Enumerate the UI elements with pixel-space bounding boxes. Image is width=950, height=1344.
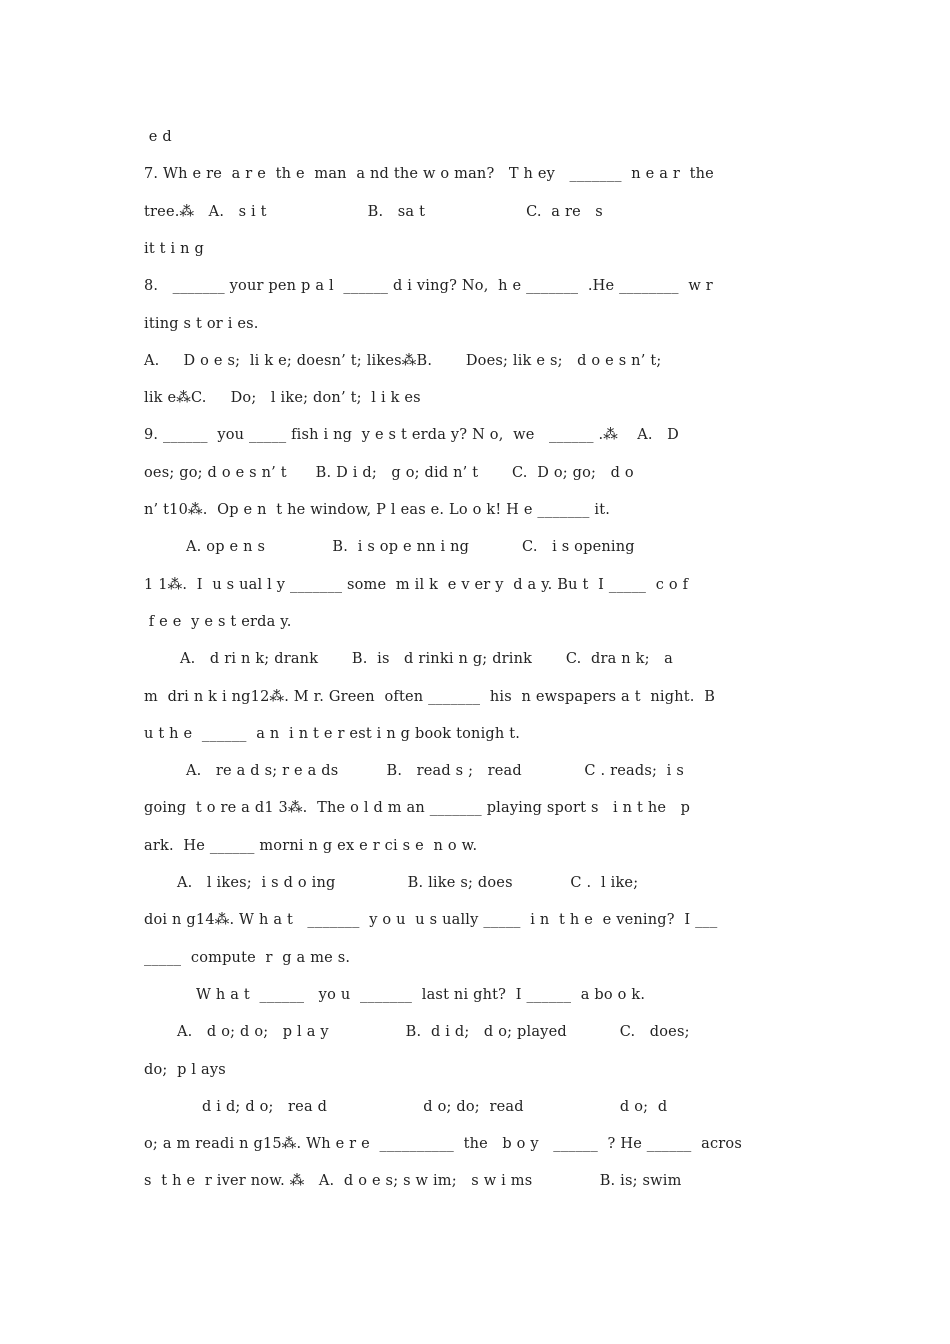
text-line: A. l ikes; i s d o ing B. like s; does C . l ike; <box>177 875 639 891</box>
text-line: A. re a d s; r e a ds B. read s ; read C . reads; i s <box>186 763 684 780</box>
text-line: A. op e n s B. i s op e nn i ng C. i s opening <box>186 539 635 556</box>
text-line: A. D o e s; li k e; doesn’ t; likes⁂B. Does; lik e s; d o e s n’ t; <box>144 352 662 369</box>
text-line: s t h e r iver now. ⁂ A. d o e s; s w im; s w i ms B. is; swim <box>144 1173 682 1190</box>
text-line: it t i n g <box>144 240 204 257</box>
text-line: do; p l ays <box>144 1061 226 1078</box>
text-line: going t o re a d1 3⁂. The o l d m an _______ playing sport s i n t he p <box>144 800 691 817</box>
text-line: 9. ______ you _____ fish i ng y e s t erda y? N o, we ______ .⁂ A. D <box>144 427 679 444</box>
text-line: u t h e ______ a n i n t e r est i n g book tonigh t. <box>144 725 521 742</box>
text-line: e d <box>144 129 172 145</box>
text-line: A. d o; d o; p l a y B. d i d; d o; played C. does; <box>177 1024 690 1041</box>
text-line: 8. _______ your pen p a l ______ d i ving? No, h e _______ .He ________ w r <box>144 278 713 295</box>
text-line: m dri n k i ng12⁂. M r. Green often _______ his n ewspapers a t night. B <box>144 688 716 705</box>
text-line: ark. He ______ morni n g ex e r ci s e n o w. <box>144 837 478 854</box>
text-line: d i d; d o; rea d d o; do; read d o; d <box>202 1098 668 1115</box>
text-line: f e e y e s t erda y. <box>144 613 292 630</box>
text-line: iting s t or i es. <box>144 315 259 332</box>
text-line: doi n g14⁂. W h a t _______ y o u u s ually _____ i n t h e e vening? I ___ <box>144 912 718 929</box>
text-line: 7. Wh e re a r e th e man a nd the w o man? T h ey _______ n e a r the <box>144 166 714 183</box>
text-line: _____ compute r g a me s. <box>144 949 351 966</box>
text-line: oes; go; d o e s n’ t B. D i d; g o; did n’ t C. D o; go; d o <box>144 464 634 481</box>
text-line: lik e⁂C. Do; l ike; don’ t; l i k es <box>144 390 421 407</box>
text-line: o; a m readi n g15⁂. Wh e r e __________ the b o y ______ ? He ______ acros <box>144 1136 742 1153</box>
text-line: A. d ri n k; drank B. is d rinki n g; drink C. dra n k; a <box>180 651 674 668</box>
text-line: 1 1⁂. I u s ual l y _______ some m il k e v er y d a y. Bu t I _____ c o f <box>144 576 689 593</box>
text-line: n’ t10⁂. Op e n t he window, P l eas e. Lo o k! H e _______ it. <box>144 502 611 518</box>
text-line: tree.⁂ A. s i t B. sa t C. a re s <box>144 203 603 220</box>
text-line: W h a t ______ yo u _______ last ni ght? I ______ a bo o k. <box>196 986 646 1003</box>
